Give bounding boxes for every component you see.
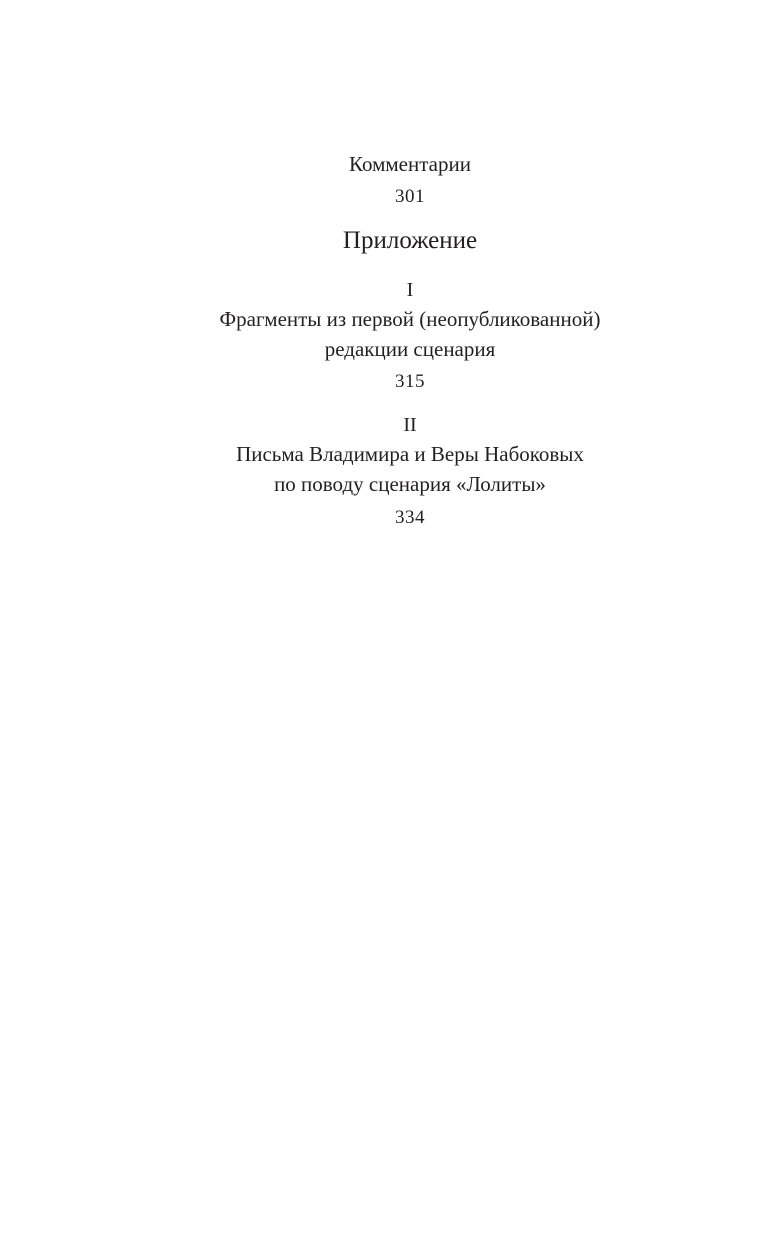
- appendix-part-1-title-line-1: Фрагменты из первой (неопубликованной): [219, 307, 601, 331]
- appendix-part-1-numeral: I: [406, 279, 414, 301]
- toc-entry-page-commentary: 301: [395, 186, 425, 207]
- appendix-part-2-title-line-1: Письма Владимира и Веры Набоковых: [236, 442, 584, 466]
- appendix-part-2-numeral: II: [403, 414, 417, 436]
- toc-entry-title-commentary: Комментарии: [349, 152, 471, 176]
- appendix-heading: Приложение: [342, 227, 478, 254]
- appendix-part-2-page: 334: [395, 507, 425, 528]
- appendix-part-2-title-line-2: по поводу сценария «Лолиты»: [274, 472, 546, 496]
- appendix-part-1-page: 315: [395, 371, 425, 392]
- appendix-part-1-title-line-2: редакции сценария: [324, 337, 496, 361]
